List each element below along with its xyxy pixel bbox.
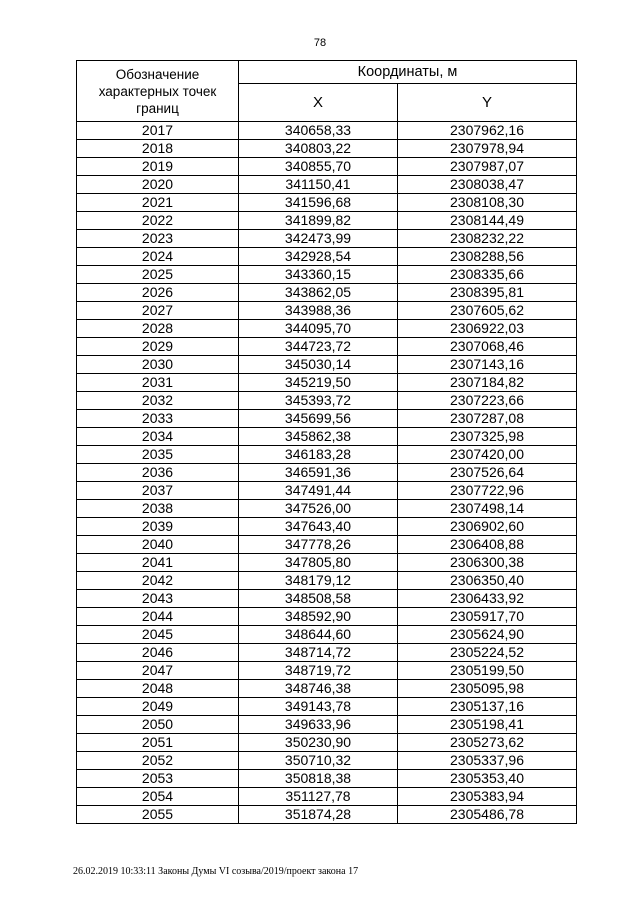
table-row — [77, 698, 577, 716]
cell-point-number: 2039 — [77, 518, 239, 536]
table-row — [77, 392, 577, 410]
table-row — [77, 770, 577, 788]
cell-x: 345219,50 — [239, 374, 398, 392]
cell-point-number: 2020 — [77, 176, 239, 194]
cell-x: 351127,78 — [239, 788, 398, 806]
cell-x: 348179,12 — [239, 572, 398, 590]
cell-point-number: 2036 — [77, 464, 239, 482]
cell-y: 2307287,08 — [398, 410, 577, 428]
cell-y: 2307325,98 — [398, 428, 577, 446]
table-row — [77, 374, 577, 392]
cell-x: 340658,33 — [239, 122, 398, 140]
cell-y: 2308038,47 — [398, 176, 577, 194]
table-row — [77, 176, 577, 194]
cell-x: 348746,38 — [239, 680, 398, 698]
cell-point-number: 2049 — [77, 698, 239, 716]
cell-point-number: 2033 — [77, 410, 239, 428]
cell-x: 347643,40 — [239, 518, 398, 536]
table-row — [77, 122, 577, 140]
table-row — [77, 500, 577, 518]
cell-point-number: 2023 — [77, 230, 239, 248]
header-y: Y — [398, 84, 577, 122]
cell-x: 345030,14 — [239, 356, 398, 374]
cell-x: 350710,32 — [239, 752, 398, 770]
cell-point-number: 2047 — [77, 662, 239, 680]
cell-point-number: 2031 — [77, 374, 239, 392]
table-row — [77, 608, 577, 626]
table-row — [77, 752, 577, 770]
cell-x: 346591,36 — [239, 464, 398, 482]
cell-x: 348644,60 — [239, 626, 398, 644]
cell-point-number: 2044 — [77, 608, 239, 626]
footer-text: 26.02.2019 10:33:11 Законы Думы VI созыва/2019/проект закона 17 — [73, 866, 359, 877]
cell-point-number: 2018 — [77, 140, 239, 158]
table-row — [77, 356, 577, 374]
cell-point-number: 2017 — [77, 122, 239, 140]
cell-x: 347805,80 — [239, 554, 398, 572]
cell-x: 340803,22 — [239, 140, 398, 158]
table-row — [77, 734, 577, 752]
cell-x: 347778,26 — [239, 536, 398, 554]
cell-x: 351874,28 — [239, 806, 398, 824]
cell-point-number: 2048 — [77, 680, 239, 698]
cell-x: 345699,56 — [239, 410, 398, 428]
cell-y: 2308144,49 — [398, 212, 577, 230]
table-row — [77, 788, 577, 806]
cell-x: 348714,72 — [239, 644, 398, 662]
cell-x: 350230,90 — [239, 734, 398, 752]
table-row — [77, 464, 577, 482]
cell-y: 2306300,38 — [398, 554, 577, 572]
table-row — [77, 320, 577, 338]
table-row — [77, 644, 577, 662]
cell-x: 348508,58 — [239, 590, 398, 608]
cell-x: 345862,38 — [239, 428, 398, 446]
cell-y: 2305624,90 — [398, 626, 577, 644]
table-row — [77, 338, 577, 356]
cell-y: 2306408,88 — [398, 536, 577, 554]
table-row — [77, 266, 577, 284]
cell-x: 341596,68 — [239, 194, 398, 212]
cell-point-number: 2028 — [77, 320, 239, 338]
cell-x: 344723,72 — [239, 338, 398, 356]
table-row — [77, 662, 577, 680]
cell-y: 2306902,60 — [398, 518, 577, 536]
cell-point-number: 2041 — [77, 554, 239, 572]
cell-point-number: 2040 — [77, 536, 239, 554]
cell-x: 342928,54 — [239, 248, 398, 266]
cell-x: 347491,44 — [239, 482, 398, 500]
cell-y: 2305383,94 — [398, 788, 577, 806]
cell-x: 344095,70 — [239, 320, 398, 338]
cell-y: 2305917,70 — [398, 608, 577, 626]
header-designation: Обозначение характерных точек границ — [77, 61, 239, 122]
cell-y: 2308395,81 — [398, 284, 577, 302]
cell-point-number: 2050 — [77, 716, 239, 734]
cell-x: 340855,70 — [239, 158, 398, 176]
cell-point-number: 2027 — [77, 302, 239, 320]
cell-point-number: 2034 — [77, 428, 239, 446]
table-row — [77, 554, 577, 572]
cell-x: 346183,28 — [239, 446, 398, 464]
cell-x: 350818,38 — [239, 770, 398, 788]
cell-y: 2307143,16 — [398, 356, 577, 374]
cell-y: 2307223,66 — [398, 392, 577, 410]
header-x: X — [239, 84, 398, 122]
cell-y: 2307068,46 — [398, 338, 577, 356]
cell-y: 2305198,41 — [398, 716, 577, 734]
table-row — [77, 626, 577, 644]
table-header-row — [77, 61, 577, 84]
table-row — [77, 482, 577, 500]
cell-x: 345393,72 — [239, 392, 398, 410]
cell-y: 2305273,62 — [398, 734, 577, 752]
cell-x: 347526,00 — [239, 500, 398, 518]
cell-point-number: 2032 — [77, 392, 239, 410]
table-row — [77, 518, 577, 536]
cell-point-number: 2019 — [77, 158, 239, 176]
cell-y: 2305224,52 — [398, 644, 577, 662]
cell-y: 2308335,66 — [398, 266, 577, 284]
cell-point-number: 2037 — [77, 482, 239, 500]
cell-y: 2307987,07 — [398, 158, 577, 176]
cell-y: 2305199,50 — [398, 662, 577, 680]
table-row — [77, 536, 577, 554]
cell-x: 343862,05 — [239, 284, 398, 302]
cell-point-number: 2055 — [77, 806, 239, 824]
cell-y: 2307420,00 — [398, 446, 577, 464]
cell-y: 2305137,16 — [398, 698, 577, 716]
cell-point-number: 2029 — [77, 338, 239, 356]
cell-y: 2307722,96 — [398, 482, 577, 500]
table-row — [77, 428, 577, 446]
cell-y: 2306350,40 — [398, 572, 577, 590]
table-row — [77, 716, 577, 734]
cell-y: 2305337,96 — [398, 752, 577, 770]
cell-y: 2305486,78 — [398, 806, 577, 824]
page-number: 78 — [313, 37, 327, 49]
cell-y: 2308108,30 — [398, 194, 577, 212]
coordinates-table — [76, 60, 577, 824]
cell-point-number: 2052 — [77, 752, 239, 770]
cell-point-number: 2046 — [77, 644, 239, 662]
cell-y: 2307605,62 — [398, 302, 577, 320]
table-row — [77, 446, 577, 464]
cell-y: 2306433,92 — [398, 590, 577, 608]
cell-point-number: 2026 — [77, 284, 239, 302]
header-coordinates: Координаты, м — [239, 61, 577, 84]
cell-x: 341150,41 — [239, 176, 398, 194]
cell-point-number: 2053 — [77, 770, 239, 788]
cell-y: 2307978,94 — [398, 140, 577, 158]
cell-y: 2305095,98 — [398, 680, 577, 698]
cell-y: 2305353,40 — [398, 770, 577, 788]
table-row — [77, 212, 577, 230]
cell-x: 342473,99 — [239, 230, 398, 248]
cell-y: 2306922,03 — [398, 320, 577, 338]
cell-x: 349633,96 — [239, 716, 398, 734]
table-row — [77, 410, 577, 428]
cell-x: 343360,15 — [239, 266, 398, 284]
cell-point-number: 2021 — [77, 194, 239, 212]
cell-point-number: 2024 — [77, 248, 239, 266]
cell-point-number: 2038 — [77, 500, 239, 518]
cell-point-number: 2022 — [77, 212, 239, 230]
cell-y: 2307526,64 — [398, 464, 577, 482]
cell-point-number: 2043 — [77, 590, 239, 608]
table-row — [77, 284, 577, 302]
table-row — [77, 572, 577, 590]
table-row — [77, 806, 577, 824]
cell-y: 2307498,14 — [398, 500, 577, 518]
table-row — [77, 140, 577, 158]
cell-x: 348592,90 — [239, 608, 398, 626]
cell-y: 2308288,56 — [398, 248, 577, 266]
table-body — [77, 122, 577, 824]
table-row — [77, 680, 577, 698]
table-row — [77, 158, 577, 176]
cell-x: 349143,78 — [239, 698, 398, 716]
cell-y: 2308232,22 — [398, 230, 577, 248]
table-row — [77, 590, 577, 608]
cell-point-number: 2051 — [77, 734, 239, 752]
cell-y: 2307962,16 — [398, 122, 577, 140]
cell-point-number: 2045 — [77, 626, 239, 644]
cell-point-number: 2054 — [77, 788, 239, 806]
table-row — [77, 248, 577, 266]
table-row — [77, 230, 577, 248]
cell-point-number: 2025 — [77, 266, 239, 284]
cell-point-number: 2035 — [77, 446, 239, 464]
table-row — [77, 302, 577, 320]
cell-x: 348719,72 — [239, 662, 398, 680]
cell-point-number: 2030 — [77, 356, 239, 374]
cell-x: 341899,82 — [239, 212, 398, 230]
cell-y: 2307184,82 — [398, 374, 577, 392]
cell-point-number: 2042 — [77, 572, 239, 590]
cell-x: 343988,36 — [239, 302, 398, 320]
table-row — [77, 194, 577, 212]
